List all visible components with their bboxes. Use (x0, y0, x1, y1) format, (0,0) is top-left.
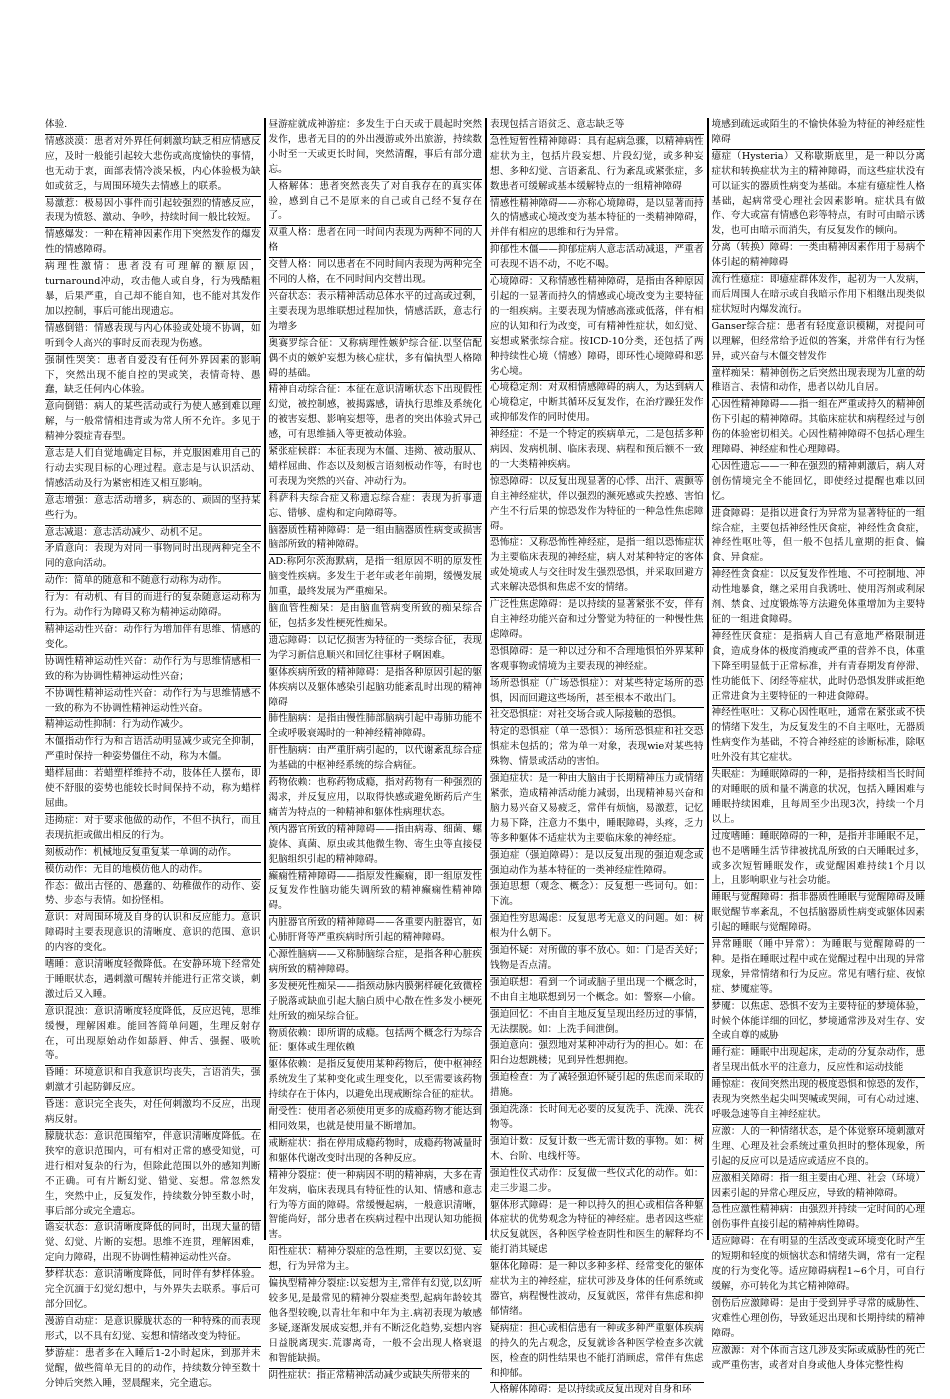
term-entry: 强迫性穷思竭虑：反复思考无意义的问题。如：树根为什么朝下。 (490, 912, 704, 944)
term-entry: 物质依赖：即所谓的成瘾。包括两个概念行为综合征：躯体或生理依赖 (269, 1027, 483, 1059)
term-entry: 神经症：不是一个特定的疾病单元，二是包括多种病因、发病机制、临床表现、病程和预后额不一致的一大类精神疾病。 (490, 428, 704, 475)
term-entry: 睡惊症：夜间突然出现的极度恐惧和惊恐的发作，表现为突然坐起尖叫哭喊或哭闹，可有心动过速、呼吸急速等自主神经症状。 (712, 1078, 926, 1125)
term-entry: 行为：有动机、有目的而进行的复杂随意运动称为行为。动作行为障碍又称为精神运动障碍。 (45, 591, 261, 623)
term-entry: 动作：简单的随意和不随意行动称为动作。 (45, 574, 261, 591)
term-entry: 肺性脑病：是指由慢性肺部脑病引起中毒肺功能不全或呼吸衰竭时的一种神经精神障碍。 (269, 712, 483, 744)
term-entry: 协调性精神运动性兴奋：动作行为与思维情感相一致的称为协调性精神运动性兴奋； (45, 655, 261, 687)
term-entry: 精神自动综合征：本征在意识清晰状态下出现假性幻觉，被控制感，被揭露感，请执行思维及系统化的被害妄想、影响妄想等，患者的突出体验式异己感，可有思维插入等更被动体验。 (269, 383, 483, 445)
term-entry: 科萨科夫综合症又称遗忘综合症：表现为折事遗忘、错够、虚构和定向障碍等。 (269, 492, 483, 524)
term-entry: 昼游症就成神游症：多发生于白天或于晨起时突然发作，患者无目的的外出漫游或外出旅游，持续数小时至一天或更长时间，突然清醒，事后有部分遗忘。 (269, 118, 483, 180)
term-entry: 癫痫性精神障碍——指原发性癫痫，即一组原发性反复发作性脑功能失调所致的精神癫痫性精神障碍。 (269, 870, 483, 917)
term-entry: 违拗症：对于要求他做的动作，不但不执行，而且表现抗拒或做出相反的行为。 (45, 814, 261, 846)
term-entry: 急性短暂性精神障碍：具有起病急骤，以精神病性症状为主，包括片段妄想、片段幻觉，或多种妄想、多种幻觉、言语紊乱、行为紊乱或紧张症，多数患者可缓解或基本缓解特点的一组精神障碍 (490, 135, 704, 197)
term-entry: 昏迷：意识完全丧失，对任何刺激均不反应，出现病反射。 (45, 1098, 261, 1130)
term-entry: 内脏器官所致的精神障碍——各重要内脏器官，如心肺肝肾等严重疾病时所引起的精神障碍。 (269, 916, 483, 948)
text-column-2 (264, 118, 486, 1381)
term-entry: 心境稳定剂：对双相情感障碍的病人，为达到病人心境稳定，中断其循环反复发作，在治疗躁狂发作或抑郁发作的同时使用。 (490, 381, 704, 428)
term-entry: 不协调性精神运动性兴奋：动作行为与思维情感不一致的称为不协调性精神运动性兴奋。 (45, 687, 261, 719)
term-entry: 人格解体障碍：是以持续或反复出现对自身和环 (490, 1384, 692, 1396)
term-entry: 特定的恐惧症（单一恐惧）：场所恐惧症和社交恐惧症未包括的；常为单一对象，表现wie对某些特殊物、情景或活动的害怕。 (490, 725, 704, 772)
term-entry: 躯体疾病所致的精神障碍：是指各种原因引起的躯体疾病以及躯体感染引起脑功能紊乱时出现的精神障碍 (269, 666, 483, 713)
term-entry: 广泛性焦虑障碍：是以持续的显著紧张不安，伴有自主神经功能兴奋和过分警觉为特征的一种慢性焦虑障碍。 (490, 598, 704, 645)
term-entry: 作态：做出古怪的、愚蠢的、幼稚做作的动作、姿势、步态与表情。如扮怪相。 (45, 880, 261, 912)
term-entry: 肝性脑病：由严重肝病引起的，以代谢紊乱综合症为基础的中枢神经系统的综合病征。 (269, 744, 483, 776)
term-entry: 强迫检查：为了减轻强迫怀疑引起的焦虑而采取的措施。 (490, 1071, 704, 1103)
term-entry: 强迫症（强迫障碍）：是以反复出现的强迫观念或强迫动作为基本特征的一类神经症性障碍。 (490, 849, 704, 881)
term-entry: 木僵指动作行为和言语活动明显减少或完全抑制，严重时保持一种姿势僵住不动，称为木僵。 (45, 735, 261, 767)
term-entry: 强迫意向：强烈地对某种冲动行为的担心。如：在阳台边想跳楼；见到异性想拥抱。 (490, 1039, 704, 1071)
term-entry: 场所恐惧症（广场恐惧症）：对某些特定场所的恐惧，因而回避这些场所，甚至根本不敢出门。 (490, 677, 704, 709)
term-entry: 躯体形式障碍：是一种以持久的担心或相信各种躯体症状的优势观念为特征的神经症。患者因这些症状反复就医，各种医学检查阴性和医生的解释均不能打消其疑虑 (490, 1199, 704, 1261)
term-entry: 脑器质性精神障碍：是一组由脑器质性病变或损害脑部所致的精神障碍。 (269, 524, 483, 556)
term-entry: 躯体化障碍：是一种以多种多样、经常变化的躯体症状为主的神经症，症状可涉及身体的任何系统或器官，病程慢性波动，反复就医，常伴有焦虑和抑郁情绪。 (490, 1260, 704, 1322)
term-entry: 抑郁性木僵——抑郁症病人意志活动减退，严重者可表现不语不动，不吃不喝。 (490, 243, 704, 275)
term-entry: 应激：人的一种情绪状态，是个体觉察环境刺激对生理、心理及社会系统过重负担时的整体现象，所引起的反应可以是适应或适应不良的。 (712, 1125, 926, 1172)
term-entry: 谵妄状态：意识清晰度降低的同时，出现大量的错觉、幻觉、片断的妄想。思维不连贯，理解困难，定向力障碍，出现不协调性精神运动性兴奋。 (45, 1221, 261, 1268)
term-entry: 神经性厌食症：是指病人自己有意地严格限制进食，造成身体的极度消瘦或严重的营养不良，体重下降至明显低于正常标准，并有青春期发育停滞、性功能低下、闭经等症状，此时仍恐惧发胖或拒绝正常进食为主要特征的一种进食障碍。 (712, 630, 926, 707)
term-entry: 强迫思想（观念、概念）：反复想一些词句。如：下流。 (490, 880, 704, 912)
term-entry: AD:称阿尔茨海默病，是指一组原因不明的原发性脑变性疾病。多发生于老年或老年前期，缓慢发展加重，最终发展为严重痴呆。 (269, 555, 483, 602)
term-entry: 颅内器官所致的精神障碍——指由病毒、细菌、螺旋体、真菌、原虫或其他微生物、寄生虫等直接侵犯脑组织引起的精神障碍。 (269, 823, 483, 870)
term-entry: 双重人格：患者在同一时间内表现为两种不同的人格 (269, 226, 483, 258)
term-entry: 神经性呕吐：又称心因性呕吐，通常在紧张或不快的情绪下发生，为反复发生的不自主呕吐，无器质性病变作为基础，不符合神经症的诊断标准，除呕吐外没有其它症状。 (712, 706, 926, 768)
term-entry: 梦魇：以焦虑、恐惧不安为主要特征的梦境体验，时候个体能详细的回忆，梦境通常涉及对生存、安全或自尊的威胁 (712, 1000, 926, 1047)
term-entry: 情感爆发：一种在精神因素作用下突然发作的爆发性的情感障碍。 (45, 228, 261, 260)
term-entry: 耐受性：使用者必须使用更多的成瘾药物才能达到相同效果，也就是使用量不断增加。 (269, 1105, 483, 1137)
term-entry: 意志减退：意志活动减少、动机不足。 (45, 526, 261, 543)
term-entry: 阳性症状：精神分裂症的急性期，主要以幻觉、妄想，行为异常为主。 (269, 1245, 483, 1277)
term-entry: 躯体依赖：是指反复使用某种药物后，使中枢神经系统发生了某种变化或生理变化，以至需要该药物持续存在于体内，以避免出现戒断综合征的症状。 (269, 1058, 483, 1105)
term-entry: 应激源：对个体而言这几涉及实际或威胁性的死亡或严重伤害，或者对自身或他人身体完整性构 (711, 1344, 925, 1371)
term-entry: 意向倒错：病人的某些活动或行为使人感到难以理解，与一般常情相违背或为常人所不允许。多见于精神分裂症青春型。 (45, 400, 261, 447)
term-entry: 惊恐障碍：以反复出现显著的心悸、出汗、震颤等自主神经症状，伴以强烈的濒死感或失控感、害怕产生不行后果的惊恐发作为特征的一种急性焦虑障碍。 (490, 475, 704, 537)
text-column-4 (707, 118, 929, 1371)
term-entry: 恐惧障碍：是一种以过分和不合理地惧怕外界某种客观事物或情境为主要表现的神经症。 (490, 645, 704, 677)
term-entry: 童样痴呆：精神创伤之后突然出现表现为儿童的幼稚语言、表情和动作，患者以幼儿自居。 (712, 367, 926, 399)
term-entry: 强迫洗涤：长时间无必要的反复洗手、洗澡、洗衣物等。 (490, 1103, 704, 1135)
term-entry: 漫游自动症：是意识朦胧状态的一种特殊的而表现形式，以不具有幻觉、妄想和情绪改变为特征。 (45, 1315, 261, 1347)
term-entry: 睡眠与觉醒障碍：指非器质性睡眠与觉醒障碍及睡眠觉醒节率紊乱，不包括脑器质性病变或躯体因素引起的睡眠与觉醒障碍。 (712, 891, 926, 938)
term-entry: 适应障碍：在有明显的生活改变或环境变化时产生的短期和轻度的烦恼状态和情绪失调，常有一定程度的行为变化等。适应障碍病程1~6个月，可自行缓解，亦可转化为其它精神障碍。 (712, 1235, 926, 1297)
term-entry: 强迫症状：是一种由大脑由于长期精神压力或情绪紧张，造成精神活动能力减弱，出现精神易兴奋和脑力易兴奋又易疲乏，常伴有烦恼，易激惹，记忆力易下降，注意力不集中，睡眠障碍，头疼，乏力等多种躯体不适症状为主要临床象的神经症。 (490, 772, 704, 849)
term-entry: 遗忘障碍：以记忆损害为特征的一类综合征，表现为学习新信息顺兴和回忆往事材子啊困难。 (269, 634, 483, 666)
term-entry: 强迫回忆：不由自主地反复呈现出经历过的事情，无法摆脱。如：上洗手间泄倒。 (490, 1008, 704, 1040)
term-entry: 意志增强：意志活动增多，病态的、顽固的坚持某些行为。 (45, 494, 261, 526)
term-entry: 流行性癔症：即癔症群体发作，起初为一人发病，而后周围人在暗示或自我暗示作用下相继出现类似症状短时内爆发流行。 (712, 273, 926, 320)
term-entry: 梦样状态：意识清晰度降低，同时伴有梦样体验。完全沉湎于幻觉幻想中，与外界失去联系。事后可部分回忆。 (45, 1268, 261, 1315)
term-entry: 社交恐惧症：对社交场合或人际接触的恐惧。 (490, 708, 704, 725)
term-entry: 强迫性仪式动作：反复做一些仪式化的动作。如：走三步退二步。 (490, 1167, 704, 1199)
term-entry: 阴性症状：指正常精神活动减少或缺失所带来的 (268, 1369, 470, 1381)
term-entry: 意识混浊：意识清晰度轻度降低，反应迟钝，思维缓慢，理解困难。能回答简单问题，生理反射存在，可出现原始动作如舔唇、伸舌、强握、吸吮等。 (45, 1005, 261, 1067)
term-entry: 神经性贪食症：以反复发作性地、不可控制地、冲动性地暴食，继之采用自我诱吐、使用泻剂或利尿剂、禁食、过度锻炼等方法避免体重增加为主要特征的一组进食障碍。 (712, 568, 926, 630)
term-entry: 多发梗死性痴呆——指颈动脉内膜粥样硬化致微栓子脱落或缺血引起大脑白质中心散在性多发小梗死灶所致的痴呆综合征。 (269, 980, 483, 1027)
term-entry: 进食障碍：是指以进食行为异常为显著特征的一组综合症，主要包括神经性厌食症，神经性贪食症，神经性呕吐等，但一般不包括儿童期的拒食、偏食、异食症。 (712, 507, 926, 569)
term-entry: 矛盾意向：表现为对同一事物同时出现两种完全不同的意向活动。 (45, 542, 261, 574)
term-entry: 睡行症：睡眠中出现起床，走动的分复杂动作，患者呈现出低水平的注意力，反应性和运动技能 (712, 1046, 926, 1078)
term-entry: 体验. (45, 118, 261, 135)
term-entry: 精神运动性抑制：行为动作减少。 (45, 718, 261, 735)
text-column-1 (42, 118, 264, 1389)
term-entry: 疑病症：担心或相信患有一种或多种严重躯体疾病的持久的先占观念，反复就诊各种医学检查多次就医，检查的阴性结果也不能打消顾虑，常伴有焦虑和抑郁。 (490, 1322, 704, 1384)
term-entry: 失眠症：为睡眠障碍的一种，是指持续相当长时间的对睡眠的质和量不满意的状况，包括入睡困难与睡眠持续困难，且每周至少出现3次，持续一个月以上。 (712, 768, 926, 830)
term-entry: 交替人格：同以患者在不同时间内表现为两种完全不同的人格，在不同时间内交替出现。 (269, 258, 483, 290)
term-entry: 心源性脑病——又称肺脑综合症，是指各种心脏疾病所致的精神障碍。 (269, 948, 483, 980)
term-entry: 情感性精神障碍——亦称心境障碍，是以显著而持久的情感或心境改变为基本特征的一类精神障碍，并伴有相应的思维和行为异常。 (490, 197, 704, 244)
term-entry: 意识：对周围环境及自身的认识和反应能力。意识障碍时主要表现意识的清晰度、意识的范围、意识的内容的变化。 (45, 911, 261, 958)
term-entry: 病理性激情：患者没有可理解的额原因，turnaround冲动，攻击他人或自身，行为残酷粗暴，后果严重，自己却不能自知，也不能对其发作加以控制，事后可能出现遗忘。 (45, 260, 261, 322)
term-entry: 精神运动性兴奋：动作行为增加伴有思维、情感的变化。 (45, 623, 261, 655)
term-entry: 紧张症候群：本征表现为木僵、违拗、被动服从、蜡样屈曲、作态以及刻板言语刻板动作等，有时也可表现为突然的兴奋、冲动行为。 (269, 445, 483, 492)
term-entry: 境感到疏远或陌生的不愉快体验为特征的神经症性障碍 (712, 118, 926, 150)
term-entry: 昏睡：环境意识和自我意识均丧失，言语消失，强刺激才引起防御反应。 (45, 1066, 261, 1098)
term-entry: 异常睡眠（睡中异常）：为睡眠与觉醒障碍的一种。是指在睡眠过程中或在觉醒过程中出现的异常现象，异常情绪和行为反应。常见有嗜行症、夜惊症、梦魇症等。 (712, 938, 926, 1000)
term-entry: 刻板动作：机械地反复重复某一单调的动作。 (45, 846, 261, 863)
term-entry: 精神分裂症：使一种病因不明的精神病，大多在青年发病，临床表现具有特征性的认知、情感和意志行为等方面的障碍。常缓慢起病，一般意识清晰，智能尚好，部分患者在疾病过程中出现认知功能损害。 (269, 1169, 483, 1246)
term-entry: 易激惹：极易因小事件而引起较强烈的情感反应，表现为愤怒、激动、争吵，持续时间一般比较短。 (45, 197, 261, 229)
term-entry: 情感淡漠：患者对外界任何刺激均缺乏相应情感反应，及时一般能引起较大悲伤或高度愉快的事情，也无动于衷，面部表情冷淡呆板，内心体验极为缺如或贫乏，与周围环境失去情感上的联系。 (45, 135, 261, 197)
term-entry: 偏执型精神分裂症:以妄想为主,常伴有幻觉,以幻听较多见,是最常见的精神分裂症类型,起病年龄较其他各型较晚,以青壮年和中年为主.病初表现为敏感多疑,逐渐发展成妄想,并有不断泛化趋势,妄想内容日益脱离现实.荒谬离奇，一般不会出现人格衰退和智能缺损。 (269, 1277, 483, 1368)
term-entry: 梦游症：患者多在入睡后1-2小时起床，到那并未觉醒，做些简单无目的的动作，持续数分钟至数十分钟后突然入睡，翌晨醒来，完全遗忘。 (45, 1347, 261, 1389)
term-entry: 奥赛罗综合征：又称病理性嫉妒综合征.以坚信配偶不贞的嫉妒妄想为核心症状，多有偏执型人格障碍的基础。 (269, 337, 483, 384)
term-entry: 人格解体：患者突然丧失了对自我存在的真实体验，感到自己不是原来的自己或自己经不复存在了。 (269, 180, 483, 227)
term-entry: 蜡样屈曲：若蜡塑样维持不动，肢体任人摆布，即使不舒服的姿势也能较长时间保持不动，称为蜡样屈曲。 (45, 767, 261, 814)
term-entry: 创伤后应激障碍：是由于受到异乎寻常的威胁性、灾难性心理创伤，导致延迟出现和长期持续的精神障碍。 (712, 1297, 926, 1344)
term-entry: 强迫计数：反复计数一些无需计数的事物。如：树木、台阶、电线杆等。 (490, 1135, 704, 1167)
term-entry: 过度嗜睡：睡眠障碍的一种，是指并非睡眠不足，也不是嗜睡生活节律被扰乱所致的白天睡眠过多，或多次短暂睡眠发作，或觉醒困难持续1个月以上，且影响职业与社会功能。 (712, 830, 926, 892)
term-entry: 分离（转换）障碍：一类由精神因素作用于易病个体引起的精神障碍 (712, 241, 926, 273)
term-entry: 情感倒错：情感表现与内心体验或处境不协调，如听到令人高兴的事时反而表现为伤感。 (45, 322, 261, 354)
text-column-3 (485, 118, 707, 1396)
term-entry: 癔症（Hysteria）又称歇斯底里，是一种以分离症状和转换症状为主的精神障碍，而这些症状没有可以证实的器质性病变为基础。本症有癔症性人格基础，起病常受心理社会因素影响。症状具有做作、夸大或富有情感色彩等特点，有时可由暗示诱发，也可由暗示而消失，有反复发作的倾向。 (712, 150, 926, 241)
term-entry: 戒断症状：指在停用成瘾药物时，成瘾药物减量时和躯体代谢改变时出现的各种反应。 (269, 1137, 483, 1169)
term-entry: 脑血管性痴呆：是由脑血管病变所致的痴呆综合征，包括多发性梗死性痴呆。 (269, 602, 483, 634)
term-entry: 药物依赖：也称药物成瘾，指对药物有一种强烈的渴求，并反复应用，以取得快感或避免断药后产生痛苦为特点的一种精神和躯体性病理状态。 (269, 776, 483, 823)
term-entry: 强制性哭笑：患者自爱没有任何外界因素的影响下，突然出现不能自控的哭或笑，表情奇特、愚蠢，缺乏任何内心体验。 (45, 354, 261, 401)
term-entry: 嗜睡：意识清晰度轻微降低。在安静环境下经常处于睡眠状态，遇刺激可醒转并能进行正常交谈，刺激过后又入睡。 (45, 958, 261, 1005)
term-entry: 朦胧状态：意识范围缩窄，伴意识清晰度降低。在狭窄的意识范围内，可有相对正常的感受知觉，可进行相对复杂的行为，但除此范围以外的感知判断不正确。可有片断幻觉、错觉、妄想。常忽然发生，突然中止，反复发作，持续数分钟至数小时，事后部分或完全遗忘。 (45, 1130, 261, 1221)
term-entry: 表现包括言语贫乏、意志缺乏等 (490, 118, 704, 135)
term-entry: Ganser综合症：患者有轻度意识模糊，对提问可以理解，但经常给予近似的答案，并常伴有行为怪异，或兴奋与木僵交替发作 (712, 320, 926, 367)
term-entry: 急性应激性精神病：由强烈并持续一定时间的心理创伤事件直接引起的精神病性障碍。 (712, 1203, 926, 1235)
term-entry: 心因性遗忘——一种在强烈的精神刺激后，病人对创伤情境完全不能回忆，即使经过提醒也难以回忆。 (712, 460, 926, 507)
term-entry: 恐怖症：又称恐怖性神经症，是指一组以恐怖症状为主要临床表现的神经症，病人对某种特定的客体或处境或人与交往时发生强烈恐惧，并采取回避方式来解决恐惧和焦虑不安的情绪。 (490, 536, 704, 598)
term-entry: 模仿动作：无目的地模仿他人的动作。 (45, 863, 261, 880)
four-column-text (42, 118, 928, 1396)
term-entry: 心因性精神障碍——指一组在严重或持久的精神创伤下引起的精神障碍。其临床症状和病程经过与创伤的体验密切相关。心因性精神障碍不包括心理生理障碍、神经症和性心理障碍。 (712, 398, 926, 460)
term-entry: 心境障碍：又称情感性精神障碍，是指由各种原因引起的一显著而持久的情感或心境改变为主要特征的一组疾病。主要表现为情感高涨或低落，伴有相应的认知和行为改变，可有精神性症状，如幻觉、妄想或紧张综合症。按ICD-10分类，还包括了两种持续性心境（情感）障碍，即环性心境障碍和恶劣心境。 (490, 275, 704, 381)
term-entry: 强迫联想：看到一个词或脑子里出现一个概念时，不由自主地联想到另一个概念。如：警察—小偷。 (490, 976, 704, 1008)
term-entry: 强迫怀疑：对所做的事不放心。如：门是否关好；钱物是否点清。 (490, 944, 704, 976)
term-entry: 意志是人们自觉地确定目标，并克服困难用自己的行动去实现目标的心理过程。意志是与认识活动、情感活动及行为紧密相连又相互影响。 (45, 447, 261, 494)
term-entry: 兴奋状态：表示精神活动总体水平的过高或过剩，主要表现为思维联想过程加快，情感活跃，意志行为增多 (269, 290, 483, 337)
term-entry: 应激相关障碍：指一组主要由心理、社会（环境）因素引起的异常心理反应，导致的精神障碍。 (712, 1172, 926, 1204)
